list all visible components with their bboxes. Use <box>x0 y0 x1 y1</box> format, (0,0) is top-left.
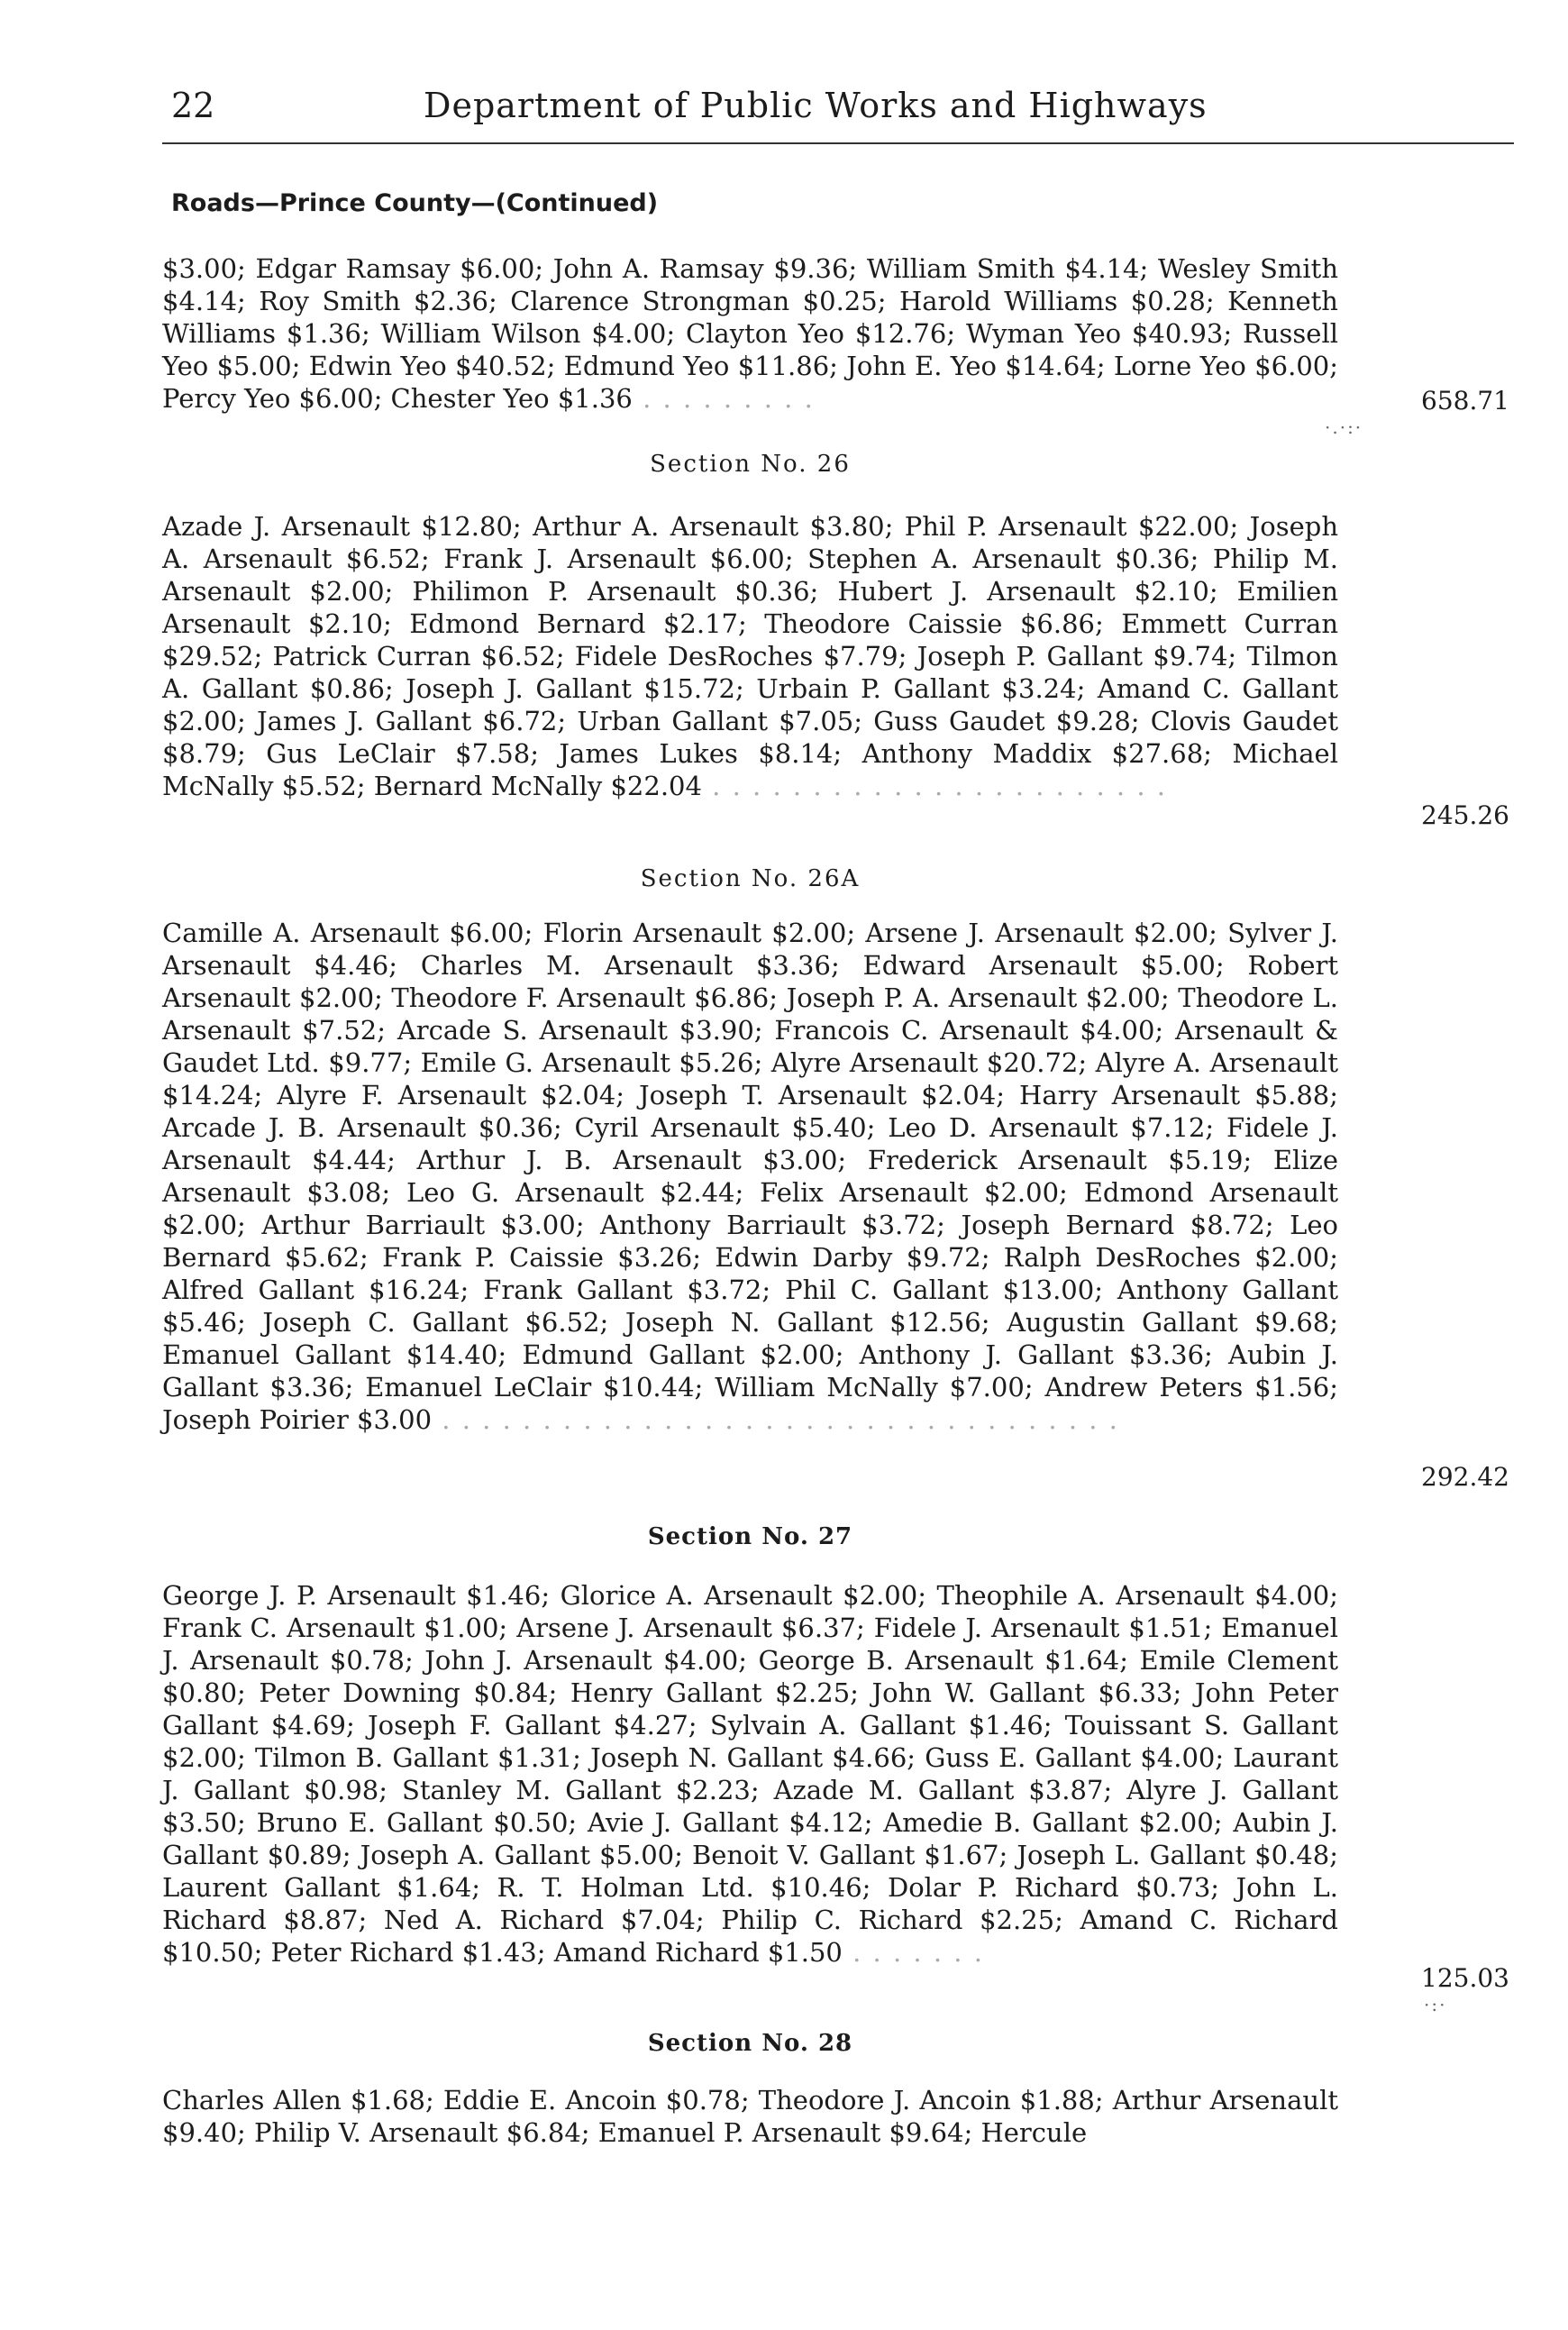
paragraph-text: Charles Allen $1.68; Eddie E. Ancoin $0.78; Theodore J. Ancoin $1.88; Arthur Arsenault $9.40; Philip V. Arsenault $6.84; Emanuel P. Arsenault $9.64; Hercule <box>162 2085 1338 2148</box>
section-heading: Section No. 26 <box>650 451 851 478</box>
entry-paragraph: Camille A. Arsenault $6.00; Florin Arsenault $2.00; Arsene J. Arsenault $2.00; Sylver J. Arsenault $4.46; Charles M. Arsenault $3.36; Edward Arsenault $5.00; Robert Arsenault $2.00; Theodore F. Arsenault $6.86; Joseph P. A. Arsenault $2.00; Theodore L. Arsenault $7.52; Arcade S. Arsenault $3.90; Francois C. Arsenault $4.00; Arsenault & Gaudet Ltd. $9.77; Emile G. Arsenault $5.26; Alyre Arsenault $20.72; Alyre A. Arsenault $14.24; Alyre F. Arsenault $2.04; Joseph T. Arsenault $2.04; Harry Arsenault $5.88; Arcade J. B. Arsenault $0.36; Cyril Arsenault $5.40; Leo D. Arsenault $7.12; Fidele J. Arsenault $4.44; Arthur J. B. Arsenault $3.00; Frederick Arsenault $5.19; Elize Arsenault $3.08; Leo G. Arsenault $2.44; Felix Arsenault $2.00; Edmond Arsenault $2.00; Arthur Barriault $3.00; Anthony Barriault $3.72; Joseph Bernard $8.72; Leo Bernard $5.62; Frank P. Caissie $3.26; Edwin Darby $9.72; Ralph DesRoches $2.00; Alfred Gallant $16.24; Frank Gallant $3.72; Phil C. Gallant $13.00; Anthony Gallant $5.46; Joseph C. Gallant $6.52; Joseph N. Gallant $12.56; Augustin Gallant $9.68; Emanuel Gallant $14.40; Edmund Gallant $2.00; Anthony J. Gallant $3.36; Aubin J. Gallant $3.36; Emanuel LeClair $10.44; William McNally $7.00; Andrew Peters $1.56; Joseph Poirier $3.00 . . . . . . . . . . . . . . . . . . . . . . . . . . . . . . . . . . <box>162 918 1338 1435</box>
continued-heading: Roads—Prince County—(Continued) <box>171 189 659 217</box>
section-heading: Section No. 28 <box>647 2030 853 2057</box>
paragraph-text: George J. P. Arsenault $1.46; Glorice A. Arsenault $2.00; Theophile A. Arsenault $4.00; Frank C. Arsenault $1.00; Arsene J. Arsenault $6.37; Fidele J. Arsenault $1.51; Emanuel J. Arsenault $0.78; John J. Arsenault $4.00; George B. Arsenault $1.64; Emile Clement $0.80; Peter Downing $0.84; Henry Gallant $2.25; John W. Gallant $6.33; John Peter Gallant $4.69; Joseph F. Gallant $4.27; Sylvain A. Gallant $1.46; Touissant S. Gallant $2.00; Tilmon B. Gallant $1.31; Joseph N. Gallant $4.66; Guss E. Gallant $4.00; Laurant J. Gallant $0.98; Stanley M. Gallant $2.23; Azade M. Gallant $3.87; Alyre J. Gallant $3.50; Bruno E. Gallant $0.50; Avie J. Gallant $4.12; Amedie B. Gallant $2.00; Aubin J. Gallant $0.89; Joseph A. Gallant $5.00; Benoit V. Gallant $1.67; Joseph L. Gallant $0.48; Laurent Gallant $1.64; R. T. Holman Ltd. $10.46; Dolar P. Richard $0.73; John L. Richard $8.87; Ned A. Richard $7.04; Philip C. Richard $2.25; Amand C. Richard $10.50; Peter Richard $1.43; Amand Richard $1.50 <box>162 1580 1338 1968</box>
section-total: 245.26 <box>1421 800 1509 830</box>
header-rule <box>162 142 1514 144</box>
ink-blot-mark: ·:· <box>1424 1994 1447 2015</box>
paragraph-text: Azade J. Arsenault $12.80; Arthur A. Arsenault $3.80; Phil P. Arsenault $22.00; Joseph A. Arsenault $6.52; Frank J. Arsenault $6.00; Stephen A. Arsenault $0.36; Philip M. Arsenault $2.00; Philimon P. Arsenault $0.36; Hubert J. Arsenault $2.10; Emilien Arsenault $2.10; Edmond Bernard $2.17; Theodore Caissie $6.86; Emmett Curran $29.52; Patrick Curran $6.52; Fidele DesRoches $7.79; Joseph P. Gallant $9.74; Tilmon A. Gallant $0.86; Joseph J. Gallant $15.72; Urbain P. Gallant $3.24; Amand C. Gallant $2.00; James J. Gallant $6.72; Urban Gallant $7.05; Guss Gaudet $9.28; Clovis Gaudet $8.79; Gus LeClair $7.58; James Lukes $8.14; Anthony Maddix $27.68; Michael McNally $5.52; Bernard McNally $22.04 <box>162 511 1338 801</box>
ink-blot-mark: ·.·:· <box>1325 416 1363 438</box>
running-title: Department of Public Works and Highways <box>424 86 1208 125</box>
paragraph-text: $3.00; Edgar Ramsay $6.00; John A. Ramsay $9.36; William Smith $4.14; Wesley Smith $4.14; Roy Smith $2.36; Clarence Strongman $0.25; Harold Williams $0.28; Kenneth Williams $1.36; William Wilson $4.00; Clayton Yeo $12.76; Wyman Yeo $40.93; Russell Yeo $5.00; Edwin Yeo $40.52; Edmund Yeo $11.86; John E. Yeo $14.64; Lorne Yeo $6.00; Percy Yeo $6.00; Chester Yeo $1.36 <box>162 253 1338 414</box>
entry-paragraph: George J. P. Arsenault $1.46; Glorice A. Arsenault $2.00; Theophile A. Arsenault $4.00; Frank C. Arsenault $1.00; Arsene J. Arsenault $6.37; Fidele J. Arsenault $1.51; Emanuel J. Arsenault $0.78; John J. Arsenault $4.00; George B. Arsenault $1.64; Emile Clement $0.80; Peter Downing $0.84; Henry Gallant $2.25; John W. Gallant $6.33; John Peter Gallant $4.69; Joseph F. Gallant $4.27; Sylvain A. Gallant $1.46; Touissant S. Gallant $2.00; Tilmon B. Gallant $1.31; Joseph N. Gallant $4.66; Guss E. Gallant $4.00; Laurant J. Gallant $0.98; Stanley M. Gallant $2.23; Azade M. Gallant $3.87; Alyre J. Gallant $3.50; Bruno E. Gallant $0.50; Avie J. Gallant $4.12; Amedie B. Gallant $2.00; Aubin J. Gallant $0.89; Joseph A. Gallant $5.00; Benoit V. Gallant $1.67; Joseph L. Gallant $0.48; Laurent Gallant $1.64; R. T. Holman Ltd. $10.46; Dolar P. Richard $0.73; John L. Richard $8.87; Ned A. Richard $7.04; Philip C. Richard $2.25; Amand C. Richard $10.50; Peter Richard $1.43; Amand Richard $1.50 . . . . . . . <box>162 1580 1338 1968</box>
section-heading: Section No. 27 <box>647 1523 853 1550</box>
section-heading: Section No. 26A <box>640 865 861 892</box>
section-total: 125.03 <box>1421 1963 1509 1993</box>
page-number: 22 <box>171 86 215 125</box>
section-total: 658.71 <box>1421 386 1509 416</box>
page-header <box>162 86 1514 140</box>
entry-paragraph <box>162 2084 1338 2149</box>
entry-paragraph: $3.00; Edgar Ramsay $6.00; John A. Ramsay $9.36; William Smith $4.14; Wesley Smith $4.14; Roy Smith $2.36; Clarence Strongman $0.25; Harold Williams $0.28; Kenneth Williams $1.36; William Wilson $4.00; Clayton Yeo $12.76; Wyman Yeo $40.93; Russell Yeo $5.00; Edwin Yeo $40.52; Edmund Yeo $11.86; John E. Yeo $14.64; Lorne Yeo $6.00; Percy Yeo $6.00; Chester Yeo $1.36 . . . . . . . . . <box>162 253 1338 414</box>
entry-paragraph: Azade J. Arsenault $12.80; Arthur A. Arsenault $3.80; Phil P. Arsenault $22.00; Joseph A. Arsenault $6.52; Frank J. Arsenault $6.00; Stephen A. Arsenault $0.36; Philip M. Arsenault $2.00; Philimon P. Arsenault $0.36; Hubert J. Arsenault $2.10; Emilien Arsenault $2.10; Edmond Bernard $2.17; Theodore Caissie $6.86; Emmett Curran $29.52; Patrick Curran $6.52; Fidele DesRoches $7.79; Joseph P. Gallant $9.74; Tilmon A. Gallant $0.86; Joseph J. Gallant $15.72; Urbain P. Gallant $3.24; Amand C. Gallant $2.00; James J. Gallant $6.72; Urban Gallant $7.05; Guss Gaudet $9.28; Clovis Gaudet $8.79; Gus LeClair $7.58; James Lukes $8.14; Anthony Maddix $27.68; Michael McNally $5.52; Bernard McNally $22.04 . . . . . . . . . . . . . . . . . . . . . . . <box>162 511 1338 801</box>
section-total: 292.42 <box>1421 1462 1509 1492</box>
paragraph-text: Camille A. Arsenault $6.00; Florin Arsenault $2.00; Arsene J. Arsenault $2.00; Sylver J. Arsenault $4.46; Charles M. Arsenault $3.36; Edward Arsenault $5.00; Robert Arsenault $2.00; Theodore F. Arsenault $6.86; Joseph P. A. Arsenault $2.00; Theodore L. Arsenault $7.52; Arcade S. Arsenault $3.90; Francois C. Arsenault $4.00; Arsenault & Gaudet Ltd. $9.77; Emile G. Arsenault $5.26; Alyre Arsenault $20.72; Alyre A. Arsenault $14.24; Alyre F. Arsenault $2.04; Joseph T. Arsenault $2.04; Harry Arsenault $5.88; Arcade J. B. Arsenault $0.36; Cyril Arsenault $5.40; Leo D. Arsenault $7.12; Fidele J. Arsenault $4.44; Arthur J. B. Arsenault $3.00; Frederick Arsenault $5.19; Elize Arsenault $3.08; Leo G. Arsenault $2.44; Felix Arsenault $2.00; Edmond Arsenault $2.00; Arthur Barriault $3.00; Anthony Barriault $3.72; Joseph Bernard $8.72; Leo Bernard $5.62; Frank P. Caissie $3.26; Edwin Darby $9.72; Ralph DesRoches $2.00; Alfred Gallant $16.24; Frank Gallant $3.72; Phil C. Gallant $13.00; Anthony Gallant $5.46; Joseph C. Gallant $6.52; Joseph N. Gallant $12.56; Augustin Gallant $9.68; Emanuel Gallant $14.40; Edmund Gallant $2.00; Anthony J. Gallant $3.36; Aubin J. Gallant $3.36; Emanuel LeClair $10.44; William McNally $7.00; Andrew Peters $1.56; Joseph Poirier $3.00 <box>162 918 1338 1435</box>
